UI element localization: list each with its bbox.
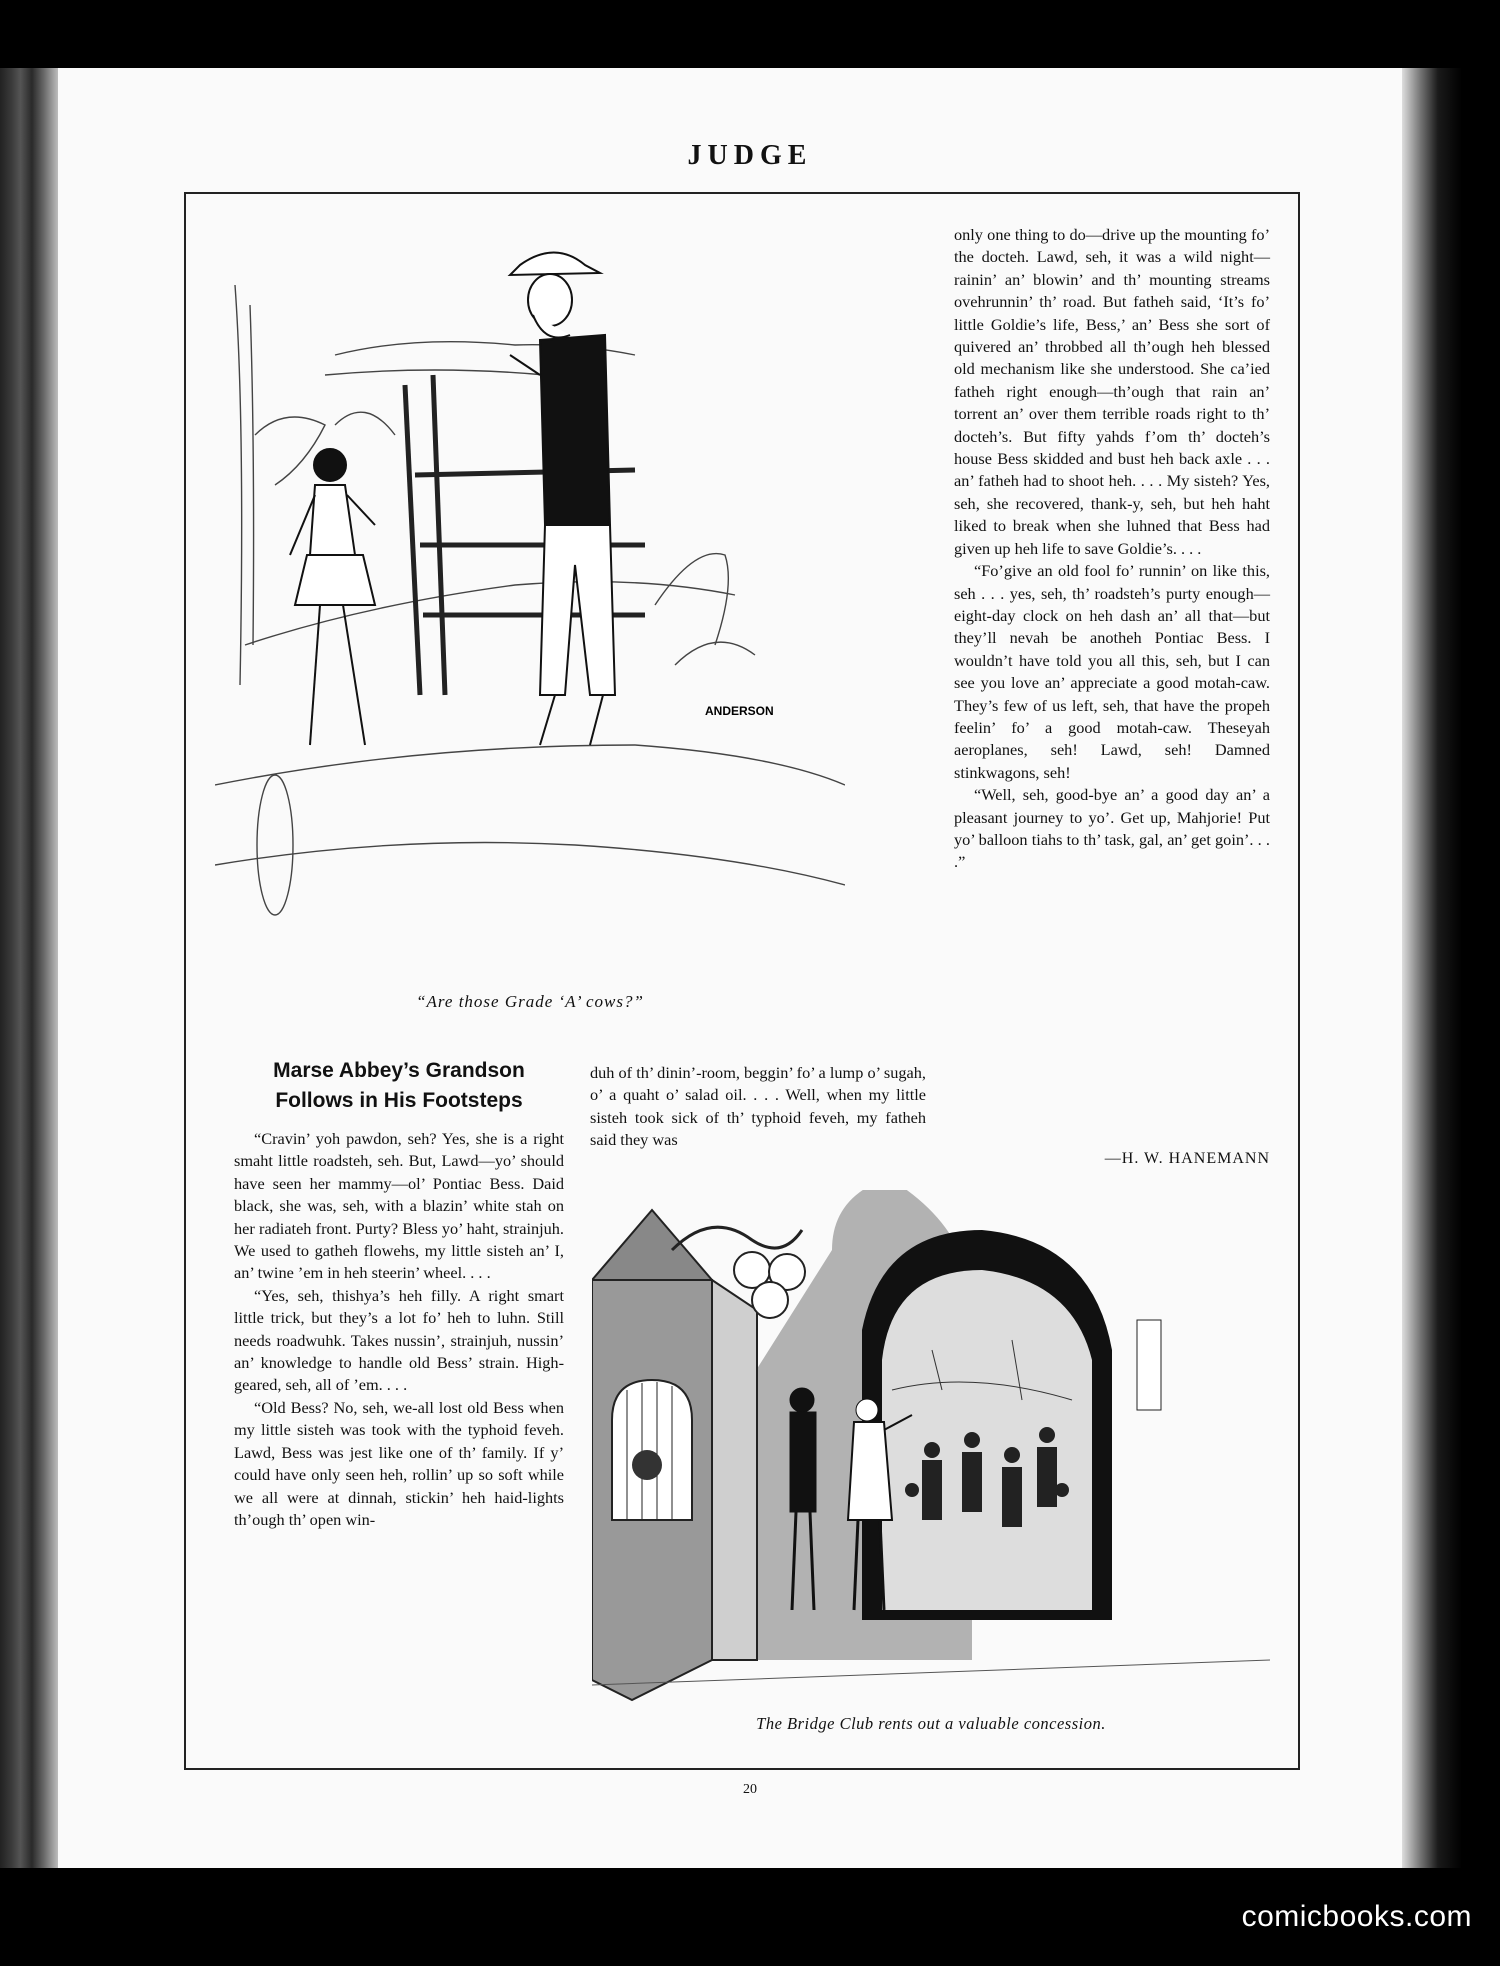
col2-paragraph: duh of th’ dinin’-room, beggin’ fo’ a lump o’ sugah, o’ a quaht o’ salad oil. . . . Well, when my little sisteh took sick of th’ typhoid feveh, my fatheh said they was bbox=[590, 1063, 926, 1150]
article-column-2 bbox=[590, 1062, 926, 1152]
article-headline bbox=[234, 1056, 564, 1116]
article-column-1 bbox=[234, 1128, 564, 1531]
top-illustration-caption: “Are those Grade ‘A’ cows?” bbox=[416, 992, 644, 1011]
book-binding-left bbox=[0, 68, 58, 1868]
col3-paragraph: “Well, seh, good-bye an’ a good day an’ a pleasant journey to yo’. Get up, Mahjorie! Put yo’ balloon tiahs to th’ task, gal, an’ get goin’. . . .” bbox=[954, 785, 1270, 872]
bottom-illustration-caption: The Bridge Club rents out a valuable concession. bbox=[756, 1714, 1106, 1733]
article-column-3 bbox=[954, 224, 1270, 874]
col1-paragraph: “Cravin’ yoh pawdon, seh? Yes, she is a right smaht little roadsteh, seh. But, Lawd—yo’ should have seen her mammy—ol’ Pontiac Bess. Daid black, she was, seh, with a blazin’ white stah on her radiateh front. Purty? Bless yo’ haht, strainjuh. We used to gatheh flowehs, my little sisteh an’ I, an’ twine ’em in heh steerin’ wheel. . . . bbox=[234, 1129, 564, 1283]
page-number: 20 bbox=[743, 1782, 757, 1797]
illustrator-signature: ANDERSON bbox=[705, 704, 774, 718]
headline-line-2: Follows in His Footsteps bbox=[275, 1089, 523, 1112]
col3-paragraph: “Fo’give an old fool fo’ runnin’ on like this, seh . . . yes, seh, th’ roadsteh’s purty enough—eight-day clock on heh dash an’ all that—but they’ll nevah be anotheh Pontiac Bess. I wouldn’t have told you all this, seh, but I can see you love an’ appreciate a good motah-caw. They’s few of us left, seh, that have the propeh feelin’ fo’ a good motah-caw. Theseyah aeroplanes, seh! Lawd, seh! Damned stinkwagons, seh! bbox=[954, 561, 1270, 782]
site-watermark: comicbooks.com bbox=[1241, 1900, 1472, 1933]
col1-paragraph: “Yes, seh, thishya’s heh filly. A right smart little trick, but they’s a lot fo’ heh to luhn. Still needs roadwuhk. Takes nussin’, strainjuh, nussin’ an’ knowledge to handle old Bess’ strain. High-geared, seh, all of ’em. . . . bbox=[234, 1285, 564, 1395]
col1-paragraph: “Old Bess? No, seh, we-all lost old Bess when my little sisteh was took with the typhoid feveh. Lawd, Bess was jest like one of th’ family. If y’ could have only seen heh, rollin’ up so soft while we all were at dinnah, stickin’ heh haid-lights th’ough th’ open win- bbox=[234, 1397, 564, 1529]
article-byline: —H. W. HANEMANN bbox=[1104, 1150, 1270, 1167]
cartoon-farmer-and-girl bbox=[215, 225, 845, 985]
cartoon-bridge-club bbox=[592, 1190, 1270, 1710]
headline-line-1: Marse Abbey’s Grandson bbox=[273, 1059, 525, 1082]
col3-paragraph: only one thing to do—drive up the mounting fo’ the docteh. Lawd, seh, it was a wild night—rainin’ an’ blowin’ and th’ mounting streams ovehrunnin’ th’ road. But fatheh said, ‘It’s fo’ little Goldie’s life, Bess,’ an’ Bess she sort of quivered an’ throbbed all th’ough heh blessed old mechanism like she understood. She ca’ied fatheh right enough—th’ough that rain an’ torrent an’ over them terrible roads right to th’ docteh’s. But fifty yahds f’om th’ docteh’s house Bess skidded and bust heh back axle . . . an’ fatheh had to shoot heh. . . . My sisteh? Yes, seh, she recovered, thank-y, seh, but heh haht liked to break when she luhned that Bess had given up heh life to save Goldie’s. . . . bbox=[954, 225, 1270, 558]
magazine-title: JUDGE bbox=[687, 140, 813, 171]
book-binding-right bbox=[1402, 68, 1462, 1868]
